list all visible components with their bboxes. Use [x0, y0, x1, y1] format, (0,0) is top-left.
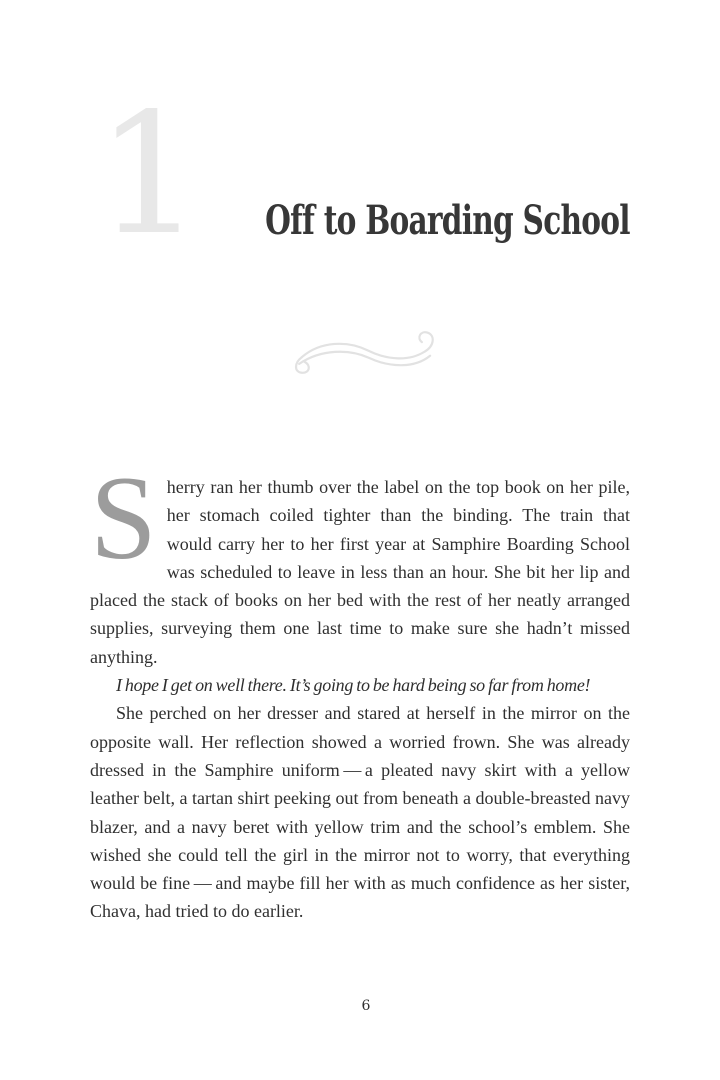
- chapter-body: [90, 451, 630, 926]
- chapter-title: Off to Boarding School: [265, 197, 630, 244]
- chapter-number: 1: [96, 78, 203, 272]
- drop-cap: S: [90, 451, 157, 584]
- swash-tilde-ornament-icon: [291, 322, 441, 384]
- page-number: 6: [361, 998, 371, 1014]
- paragraph-opening: [90, 451, 630, 671]
- paragraph-mirror-scene: She perched on her dresser and stared at herself in the mirror on the opposite wall. Her reflection showed a worried frown. She was already dressed in the Samphire uniform — a pleated navy skirt with a yellow leather belt, a tartan shirt peeking out from beneath a double-breasted navy blazer, and a navy beret with yellow trim and the school’s emblem. She wished she could tell the girl in the mirror not to worry, that everything would be fine — and maybe fill her with as much confidence as her sister, Chava, had tried to do earlier.: [90, 703, 630, 922]
- paragraph-inner-thought: I hope I get on well there. It’s going to be hard being so far from home!: [116, 675, 591, 696]
- paragraph-opening-text: herry ran her thumb over the label on the top book on her pile, her stomach coiled tighter than the binding. The train that would carry her to her first year at Samphire Boarding School was scheduled to leave in less than an hour. She bit her lip and placed the stack of books on her bed with the rest of her neatly arranged supplies, surveying them one last time to make sure she hadn’t missed anything.: [90, 477, 630, 667]
